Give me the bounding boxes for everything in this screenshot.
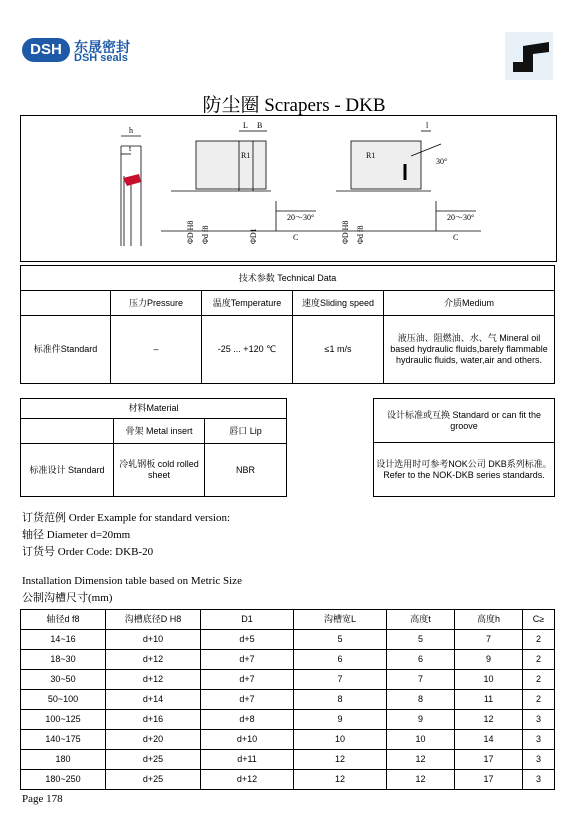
order-code-line: 订货号 Order Code: DKB-20 xyxy=(22,546,154,558)
table-cell: 14~16 xyxy=(21,630,106,650)
label-phi-D-right: ΦD H8 xyxy=(341,220,350,244)
table-cell: d+12 xyxy=(201,770,294,790)
table-cell: d+10 xyxy=(106,630,201,650)
groove-standard-table xyxy=(373,398,555,497)
table-cell: 12 xyxy=(294,770,387,790)
label-l: l xyxy=(426,121,429,130)
table-cell: 12 xyxy=(455,710,523,730)
table-cell: 17 xyxy=(455,750,523,770)
material-row-label: 标准设计 Standard xyxy=(21,444,114,497)
table-cell: 5 xyxy=(387,630,455,650)
table-cell: 14 xyxy=(455,730,523,750)
table-cell: 8 xyxy=(387,690,455,710)
order-example-line: 订货范例 Order Example for standard version: xyxy=(22,512,231,524)
page-title: 防尘圈 Scrapers - DKB xyxy=(202,95,386,116)
label-R1: R1 xyxy=(241,151,251,160)
dimension-table-title-cn: 公制沟槽尺寸(mm) xyxy=(22,592,113,604)
table-cell: 7 xyxy=(387,670,455,690)
material-insert-value: 冷轧钢板 cold rolled sheet xyxy=(114,444,205,497)
label-chamfer-angle-right: 20～30° xyxy=(447,213,475,222)
table-cell: d+16 xyxy=(106,710,201,730)
table-cell: d+8 xyxy=(201,710,294,730)
table-cell: 3 xyxy=(523,750,555,770)
label-C: C xyxy=(293,233,299,242)
table-cell: d+25 xyxy=(106,770,201,790)
scraper-profile-icon xyxy=(505,32,553,80)
label-angle-30: 30° xyxy=(436,157,448,166)
table-cell: 3 xyxy=(523,710,555,730)
table-cell: d+20 xyxy=(106,730,201,750)
tech-col-temperature: 温度Temperature xyxy=(202,291,293,316)
table-cell: 100~125 xyxy=(21,710,106,730)
material-lip-value: NBR xyxy=(205,444,287,497)
table-row xyxy=(21,630,555,650)
label-B: B xyxy=(257,121,263,130)
table-cell: d+12 xyxy=(106,670,201,690)
dim-col-C: C≥ xyxy=(523,610,555,630)
dim-col-height-h: 高度h xyxy=(455,610,523,630)
page-number: Page 178 xyxy=(22,793,63,805)
table-cell: 6 xyxy=(294,650,387,670)
table-cell: d+11 xyxy=(201,750,294,770)
label-R1-right: R1 xyxy=(366,151,376,160)
seal-lip-highlight xyxy=(123,174,141,186)
table-cell: 8 xyxy=(294,690,387,710)
table-cell: 2 xyxy=(523,690,555,710)
tech-speed-value: ≤1 m/s xyxy=(293,316,384,384)
table-cell: 2 xyxy=(523,630,555,650)
dimension-header-row xyxy=(21,610,555,630)
table-row xyxy=(21,670,555,690)
tech-header: 技术参数 Technical Data xyxy=(21,266,555,291)
label-C-right: C xyxy=(453,233,459,242)
table-cell: 7 xyxy=(294,670,387,690)
table-cell: 7 xyxy=(455,630,523,650)
dim-col-groove-dia: 沟槽底径D H8 xyxy=(106,610,201,630)
table-cell: 2 xyxy=(523,650,555,670)
groove-header: 设计标准或互换 Standard or can fit the groove xyxy=(374,399,555,443)
table-cell: 10 xyxy=(294,730,387,750)
tech-col-speed: 速度Sliding speed xyxy=(293,291,384,316)
label-L: L xyxy=(243,121,248,130)
table-cell: d+5 xyxy=(201,630,294,650)
dimension-table-title-en: Installation Dimension table based on Metric Size xyxy=(22,575,242,587)
dim-col-height-t: 高度t xyxy=(387,610,455,630)
brand-name-en: DSH seals xyxy=(74,52,128,64)
table-cell: 9 xyxy=(387,710,455,730)
table-row xyxy=(21,710,555,730)
label-phi-d-right: Φd f8 xyxy=(356,225,365,244)
table-cell: 18~30 xyxy=(21,650,106,670)
tech-col-pressure: 压力Pressure xyxy=(111,291,202,316)
table-cell: 17 xyxy=(455,770,523,790)
table-row xyxy=(21,770,555,790)
table-cell: 9 xyxy=(455,650,523,670)
material-header: 材料Material xyxy=(21,399,287,419)
drawing-canvas xyxy=(21,116,556,261)
tech-temperature-value: -25 ... +120 ℃ xyxy=(202,316,293,384)
table-cell: d+14 xyxy=(106,690,201,710)
tech-pressure-value: – xyxy=(111,316,202,384)
table-cell: 30~50 xyxy=(21,670,106,690)
dim-col-groove-width: 沟槽宽L xyxy=(294,610,387,630)
table-row xyxy=(21,650,555,670)
table-row xyxy=(21,730,555,750)
table-cell: d+10 xyxy=(201,730,294,750)
technical-data-table xyxy=(20,265,555,384)
tech-empty-cell xyxy=(21,291,111,316)
material-col-lip: 唇口 Lip xyxy=(205,419,287,444)
table-row xyxy=(21,750,555,770)
groove-body: 设计选用时可参考NOK公司 DKB系列标准。 Refer to the NOK-DKB series standards. xyxy=(374,443,555,497)
table-cell: 12 xyxy=(387,770,455,790)
table-cell: 11 xyxy=(455,690,523,710)
table-cell: d+25 xyxy=(106,750,201,770)
table-cell: 6 xyxy=(387,650,455,670)
table-cell: 3 xyxy=(523,730,555,750)
table-cell: 10 xyxy=(455,670,523,690)
table-cell: 12 xyxy=(294,750,387,770)
table-cell: d+7 xyxy=(201,690,294,710)
technical-drawing xyxy=(20,115,557,262)
table-cell: 12 xyxy=(387,750,455,770)
table-cell: 5 xyxy=(294,630,387,650)
label-phi-D1: ΦD1 xyxy=(249,228,258,244)
label-h: h xyxy=(129,126,133,135)
material-col-insert: 骨架 Metal insert xyxy=(114,419,205,444)
table-cell: 3 xyxy=(523,770,555,790)
table-cell: 9 xyxy=(294,710,387,730)
order-diameter-line: 轴径 Diameter d=20mm xyxy=(22,529,131,541)
table-cell: 180~250 xyxy=(21,770,106,790)
tech-col-medium: 介质Medium xyxy=(384,291,555,316)
table-row xyxy=(21,690,555,710)
table-cell: d+12 xyxy=(106,650,201,670)
table-cell: d+7 xyxy=(201,650,294,670)
label-t: t xyxy=(129,144,132,153)
tech-medium-value: 液压油、阻燃油、水、气 Mineral oil based hydraulic fluids,barely flammable hydraulic fluids, water,air and others. xyxy=(384,316,555,384)
table-cell: 50~100 xyxy=(21,690,106,710)
dim-col-shaft: 轴径d f8 xyxy=(21,610,106,630)
label-chamfer-angle: 20～30° xyxy=(287,213,315,222)
table-cell: 10 xyxy=(387,730,455,750)
table-cell: 140~175 xyxy=(21,730,106,750)
dimension-table xyxy=(20,609,555,790)
table-cell: 2 xyxy=(523,670,555,690)
label-phi-d: Φd f8 xyxy=(201,225,210,244)
brand-name-cn: 东晟密封 xyxy=(74,39,130,55)
dim-col-D1: D1 xyxy=(201,610,294,630)
tech-row-label: 标准件Standard xyxy=(21,316,111,384)
brand-logo-mark: DSH xyxy=(22,38,70,62)
material-empty-cell xyxy=(21,419,114,444)
table-cell: 180 xyxy=(21,750,106,770)
label-phi-D: ΦD H8 xyxy=(186,220,195,244)
table-cell: d+7 xyxy=(201,670,294,690)
material-table xyxy=(20,398,287,497)
